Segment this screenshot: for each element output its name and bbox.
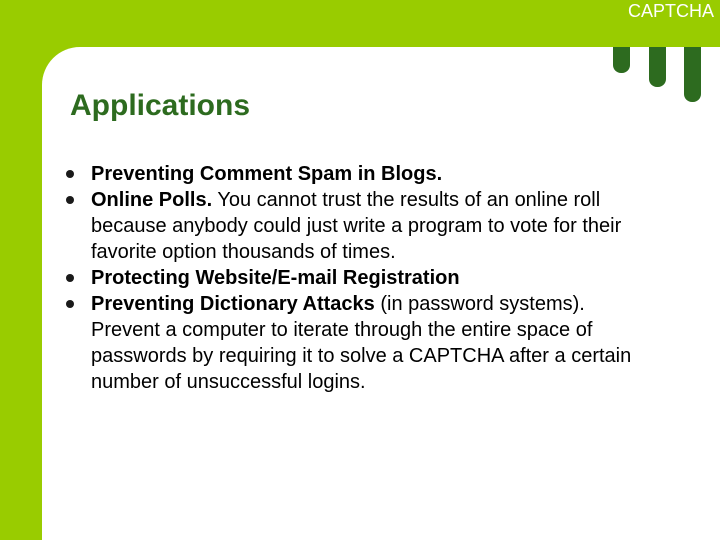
bullet-item bbox=[62, 187, 642, 265]
bullet-item bbox=[62, 161, 642, 187]
decorative-bar bbox=[649, 47, 666, 87]
corner-title: CAPTCHA bbox=[627, 1, 714, 21]
bullet-icon bbox=[66, 196, 74, 204]
decorative-bar bbox=[684, 47, 701, 102]
bullet-list bbox=[62, 161, 642, 395]
bullet-text: (in password systems). Prevent a computer to iterate through the entire space of passwords by requiring it to solve a CAPTCHA after a certain number of unsuccessful logins. bbox=[91, 293, 632, 393]
slide-heading: Applications bbox=[70, 89, 251, 122]
bullet-item bbox=[62, 265, 642, 291]
bullet-bold-text: Protecting Website/E-mail Registration bbox=[91, 267, 460, 289]
bullet-bold-text: Preventing Dictionary Attacks bbox=[91, 293, 375, 315]
bullet-icon bbox=[66, 170, 74, 178]
bullet-bold-text: Online Polls. bbox=[91, 189, 213, 211]
decorative-bar bbox=[613, 47, 630, 73]
bullet-icon bbox=[66, 274, 74, 282]
bullet-item bbox=[62, 291, 642, 395]
bullet-text: You cannot trust the results of an online roll because anybody could just write a program to vote for their favorite option thousands of times. bbox=[91, 189, 622, 263]
bullet-icon bbox=[66, 300, 74, 308]
bullet-bold-text: Preventing Comment Spam in Blogs. bbox=[91, 163, 443, 185]
